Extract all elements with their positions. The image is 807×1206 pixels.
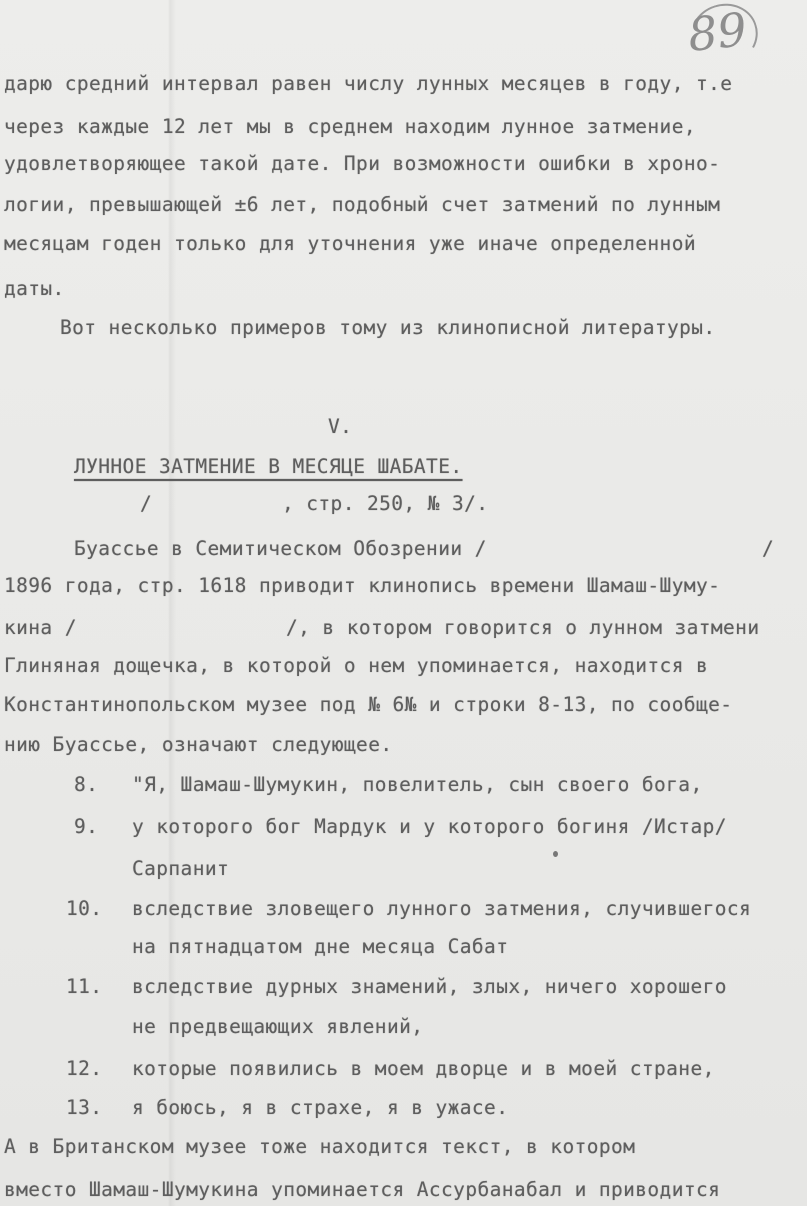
quote-line bbox=[74, 773, 703, 797]
quote-line bbox=[74, 815, 727, 839]
quote-line-text: не предвещающих явлений, bbox=[132, 1015, 424, 1038]
text-line: /, в котором говорится о лунном затмени bbox=[286, 616, 760, 639]
section-number: V. bbox=[328, 415, 353, 438]
quote-line bbox=[74, 1015, 423, 1039]
quote-line-text: вследствие зловещего лунного затмения, случившегося bbox=[132, 897, 752, 920]
quote-line-number: 9. bbox=[74, 815, 99, 838]
quote-line-number: 13. bbox=[66, 1096, 103, 1119]
quote-line bbox=[74, 935, 508, 959]
quote-line bbox=[74, 857, 229, 881]
text-line: логии, превышающей ±6 лет, подобный счет затмений по лунным bbox=[4, 193, 721, 216]
quote-line-number: 11. bbox=[66, 975, 103, 998]
quote-line-text: у которого бог Мардук и у которого богиня /Истар/ bbox=[132, 815, 727, 838]
section-title: ЛУННОЕ ЗАТМЕНИЕ В МЕСЯЦЕ ШАБАТЕ. bbox=[74, 455, 463, 478]
text-line: удовлетворяющее такой дате. При возможности ошибки в хроно- bbox=[4, 152, 721, 175]
quote-line-text: которые появились в моем дворце и в моей стране, bbox=[132, 1057, 715, 1080]
text-line: Глиняная дощечка, в которой о нем упоминается, находится в bbox=[4, 654, 709, 677]
text-line: через каждые 12 лет мы в среднем находим лунное затмение, bbox=[4, 115, 696, 138]
reference-open: / bbox=[140, 492, 153, 515]
text-line: 1896 года, стр. 1618 приводит клинопись времени Шамаш-Шуму- bbox=[4, 574, 721, 597]
quote-line-text: "Я, Шамаш-Шумукин, повелитель, сын своего бога, bbox=[132, 773, 703, 796]
quote-line-text: я боюсь, я в страхе, я в ужасе. bbox=[132, 1096, 509, 1119]
quote-line bbox=[66, 975, 727, 999]
text-line: дарю средний интервал равен числу лунных месяцев в году, т.е bbox=[4, 72, 733, 95]
text-line: нию Буассье, означают следующее. bbox=[4, 733, 393, 756]
quote-line-number: 12. bbox=[66, 1057, 103, 1080]
quote-line-number: 10. bbox=[66, 897, 103, 920]
text-line: Вот несколько примеров тому из клинописной литературы. bbox=[60, 316, 716, 339]
handwritten-page-number bbox=[685, 2, 758, 66]
quote-line-text: Сарпанит bbox=[132, 857, 230, 880]
text-line-bracket: / bbox=[762, 537, 775, 560]
quote-line-text: на пятнадцатом дне месяца Сабат bbox=[132, 935, 509, 958]
text-line: А в Британском музее тоже находится текст, в котором bbox=[4, 1135, 636, 1158]
text-line: месяцам годен только для уточнения уже иначе определенной bbox=[4, 232, 696, 255]
quote-line-text: вследствие дурных знамений, злых, ничего хорошего bbox=[132, 975, 727, 998]
page-number-text: 89 bbox=[685, 2, 750, 62]
ink-speck bbox=[553, 851, 558, 857]
text-line: даты. bbox=[4, 277, 65, 300]
quote-line-number: 8. bbox=[74, 773, 99, 796]
text-line: кина / bbox=[4, 616, 77, 639]
text-line: вместо Шамаш-Шумукина упоминается Ассурбанабал и приводится bbox=[4, 1178, 721, 1201]
reference-citation: , стр. 250, № 3/. bbox=[282, 492, 489, 515]
text-line: Константинопольском музее под № 6№ и строки 8-13, по сообще- bbox=[4, 693, 733, 716]
quote-line bbox=[66, 1096, 508, 1120]
quote-line bbox=[66, 1057, 715, 1081]
text-line: Буассье в Семитическом Обозрении / bbox=[74, 537, 487, 560]
quote-line bbox=[66, 897, 751, 921]
